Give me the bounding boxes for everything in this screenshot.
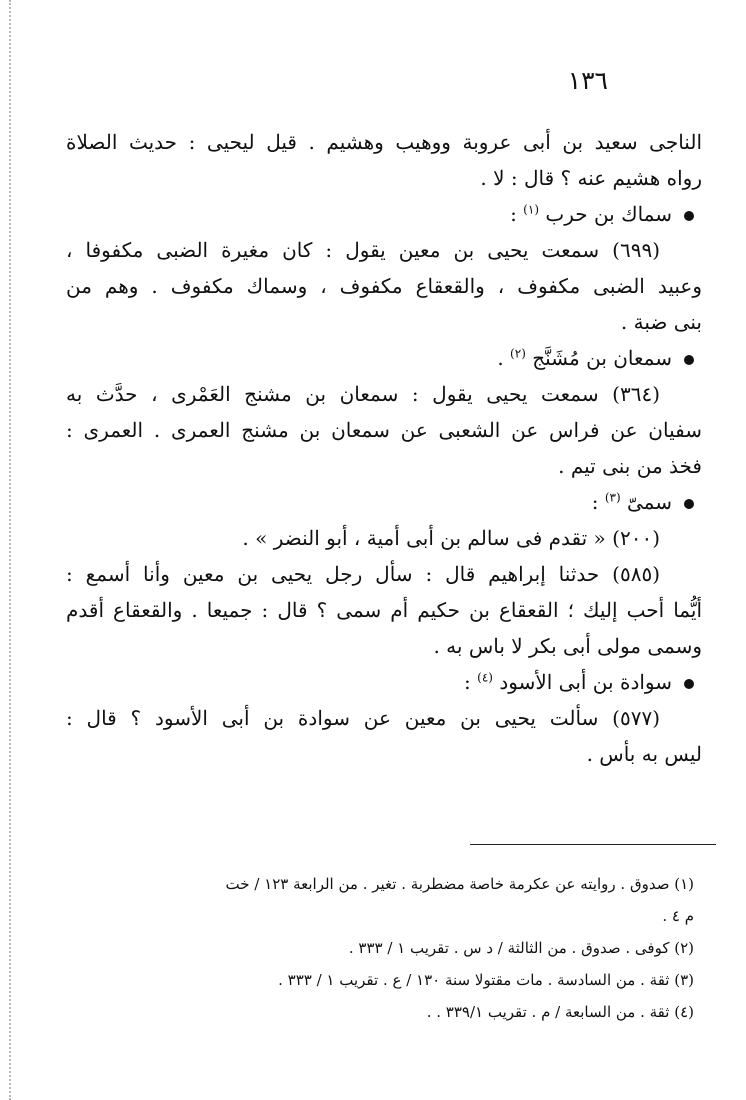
footnote-line: (٢) كوفى . صدوق . من الثالثة / د س . تقريب ١ / ٣٣٣ . xyxy=(348,939,694,957)
text-line: بنى ضبة . xyxy=(620,310,702,334)
footnote-line: م ٤ . xyxy=(662,907,694,925)
text-line: وسمى مولى أبى بكر لا باس به . xyxy=(433,634,702,658)
footnote-line: (١) صدوق . روايته عن عكرمة خاصة مضطربة . تغير . من الرابعة ١٢٣ / خت xyxy=(225,875,694,893)
footnote-ref: (٤) xyxy=(477,670,493,685)
bullet-icon xyxy=(684,499,694,509)
text-line: الناجى سعيد بن أبى عروبة ووهيب وهشيم . قيل ليحيى : حديث الصلاة xyxy=(66,130,702,154)
text-line: (٢٠٠) « تقدم فى سالم بن أبى أمية ، أبو النضر » . xyxy=(242,526,660,550)
text-line: (٦٩٩) سمعت يحيى بن معين يقول : كان مغيرة الضبى مكفوفا ، xyxy=(66,238,660,262)
narrator-heading xyxy=(66,196,702,232)
bullet-icon xyxy=(684,355,694,365)
bullet-icon xyxy=(684,679,694,689)
heading-punct: : xyxy=(591,490,605,514)
narrator-name: سمعان بن مُشَنَّج xyxy=(532,346,672,370)
text-line: (٥٧٧) سألت يحيى بن معين عن سوادة بن أبى الأسود ؟ قال : xyxy=(66,706,660,730)
main-text xyxy=(66,124,702,772)
narrator-name: سوادة بن أبى الأسود xyxy=(499,670,672,694)
bullet-icon xyxy=(684,211,694,221)
narrator-name: سماك بن حرب xyxy=(545,202,672,226)
page-number: ١٣٦ xyxy=(567,66,608,95)
footnotes xyxy=(66,868,694,1028)
text-line: سفيان عن فراس عن الشعبى عن سمعان بن مشنج العمرى . العمرى : xyxy=(66,418,702,442)
text-line: (٥٨٥) حدثنا إبراهيم قال : سأل رجل يحيى بن معين وأنا أسمع : xyxy=(66,562,660,586)
page-fold-dotted-line xyxy=(9,0,11,1100)
footnote-ref: (٢) xyxy=(510,346,526,361)
text-line: وعبيد الضبى مكفوف ، والقعقاع مكفوف ، وسماك مكفوف . وهم من xyxy=(66,274,702,298)
text-line: ليس به بأس . xyxy=(586,742,702,766)
footnote-separator xyxy=(470,844,716,845)
narrator-heading xyxy=(66,340,702,376)
narrator-heading xyxy=(66,664,702,700)
text-line: أيُّما أحب إليك ؛ القعقاع بن حكيم أم سمى ؟ قال : جميعا . والقعقاع أقدم xyxy=(66,598,702,622)
heading-punct: . xyxy=(497,346,511,370)
footnote-line: (٤) ثقة . من السابعة / م . تقريب ٣٣٩/١ . . xyxy=(426,1003,694,1021)
footnote-ref: (١) xyxy=(523,202,539,217)
text-line: فخذ من بنى تيم . xyxy=(558,454,702,478)
footnote-line: (٣) ثقة . من السادسة . مات مقتولا سنة ١٣٠ / ع . تقريب ١ / ٣٣٣ . xyxy=(278,971,694,989)
text-line: (٣٦٤) سمعت يحيى يقول : سمعان بن مشنج العَمْرى ، حدَّث به xyxy=(66,382,660,406)
footnote-ref: (٣) xyxy=(604,490,621,505)
heading-punct: : xyxy=(510,202,524,226)
heading-punct: : xyxy=(464,670,478,694)
text-line: رواه هشيم عنه ؟ قال : لا . xyxy=(480,166,702,190)
narrator-heading xyxy=(66,484,702,520)
narrator-name: سمىّ xyxy=(627,490,672,514)
